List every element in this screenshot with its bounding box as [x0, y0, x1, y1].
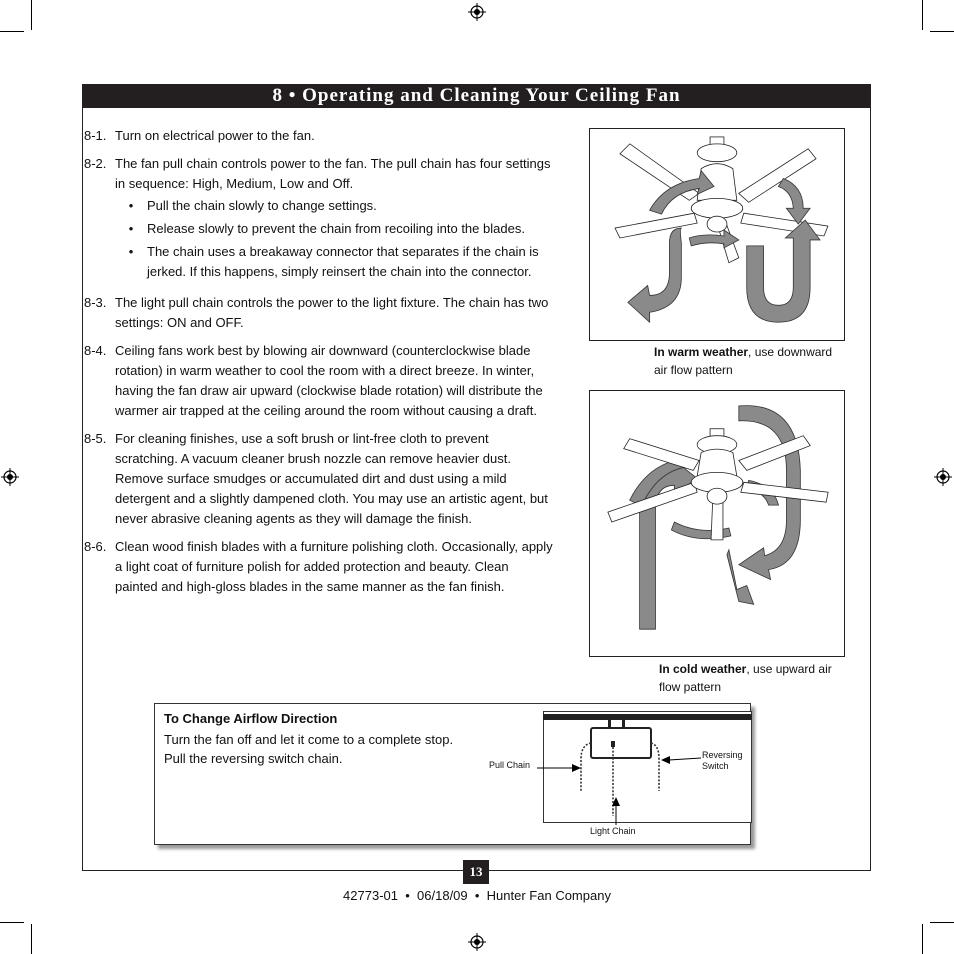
step-text: The fan pull chain controls power to the fan. The pull chain has four settings in sequence: High, Medium, Low and Off.	[115, 156, 551, 191]
footer	[0, 888, 954, 903]
fan-upward-airflow-illustration	[590, 391, 844, 656]
footer-date: 06/18/09	[417, 888, 468, 903]
crop-mark	[31, 924, 32, 954]
step-item	[84, 293, 554, 333]
step-item	[84, 429, 554, 529]
airflow-direction-box	[154, 703, 751, 845]
switch-label-line: Switch	[702, 761, 729, 771]
warm-weather-figure	[589, 128, 845, 341]
crop-mark	[922, 924, 923, 954]
list-item: • The chain uses a breakaway connector that separates if the chain is jerked. If this happens, simply reinsert the chain into the connector.	[115, 242, 554, 282]
list-item: • Release slowly to prevent the chain from recoiling into the blades.	[115, 219, 554, 239]
step-text: Turn on electrical power to the fan.	[115, 128, 315, 143]
registration-mark-icon	[468, 3, 486, 21]
step-item	[84, 154, 554, 285]
pull-chain-label: Pull Chain	[489, 760, 531, 770]
page-number: 13	[463, 860, 489, 884]
step-text: Clean wood finish blades with a furniture polishing cloth. Occasionally, apply a light coat of furniture polish for added protection and beauty. Clean painted and high-gloss blades in the same manner as the fan finish.	[115, 539, 553, 594]
bullet-text: The chain uses a breakaway connector that separates if the chain is jerked. If this happens, simply reinsert the chain into the connector.	[147, 244, 539, 279]
crop-mark	[922, 0, 923, 30]
footer-company: Hunter Fan Company	[486, 888, 611, 903]
bullet-text: Pull the chain slowly to change settings.	[147, 198, 377, 213]
step-text: Ceiling fans work best by blowing air downward (counterclockwise blade rotation) in warm weather to cool the room with a direct breeze. In winter, having the fan draw air upward (clockwise blade rotation) will distribute the warmer air trapped at the ceiling around the room without causing a draft.	[115, 343, 543, 418]
step-text: The light pull chain controls the power to the light fixture. The chain has two settings: ON and OFF.	[115, 295, 549, 330]
pointer-arrow-icon	[661, 753, 701, 767]
bullet-list	[115, 196, 554, 282]
airflow-line: Pull the reversing switch chain.	[164, 751, 343, 766]
registration-mark-icon	[468, 933, 486, 951]
light-chain-label: Light Chain	[590, 826, 636, 836]
list-item: • Pull the chain slowly to change settings.	[115, 196, 554, 216]
cold-weather-caption	[659, 660, 849, 696]
airflow-title: To Change Airflow Direction	[164, 711, 338, 726]
caption-text: , use upward air flow pattern	[659, 662, 832, 694]
step-number: 8-4.	[84, 343, 107, 358]
caption-text: , use downward air flow pattern	[654, 345, 833, 377]
step-item	[84, 126, 554, 146]
footer-separator: •	[474, 888, 480, 903]
crop-mark	[0, 922, 24, 923]
reversing-label-line: Reversing	[702, 750, 743, 760]
step-item	[84, 537, 554, 597]
caption-bold: In warm weather	[654, 345, 749, 359]
footer-part-number: 42773-01	[343, 888, 398, 903]
crop-mark	[930, 31, 954, 32]
step-number: 8-6.	[84, 539, 107, 554]
step-number: 8-5.	[84, 431, 107, 446]
crop-mark	[31, 0, 32, 30]
crop-mark	[0, 31, 24, 32]
airflow-line: Turn the fan off and let it come to a complete stop.	[164, 732, 454, 747]
registration-mark-icon	[1, 468, 19, 486]
pointer-arrow-icon	[610, 797, 622, 825]
crop-mark	[930, 922, 954, 923]
pointer-arrow-icon	[537, 761, 581, 775]
airflow-instructions	[164, 730, 453, 768]
registration-mark-icon	[934, 468, 952, 486]
cold-weather-figure	[589, 390, 845, 657]
step-number: 8-3.	[84, 295, 107, 310]
step-number: 8-2.	[84, 156, 107, 171]
step-item	[84, 341, 554, 421]
fan-downward-airflow-illustration	[590, 129, 844, 340]
step-number: 8-1.	[84, 128, 107, 143]
instruction-steps	[84, 126, 554, 605]
reversing-switch-label	[702, 750, 743, 772]
step-text: For cleaning finishes, use a soft brush or lint-free cloth to prevent scratching. A vacuum cleaner brush nozzle can remove heavier dust. Remove surface smudges or accumulated dirt and dust using a mild detergent and a slightly dampened cloth. You may use an artistic agent, but never abrasive cleaning agents as they will damage the finish.	[115, 431, 548, 526]
section-title: 8 • Operating and Cleaning Your Ceiling Fan	[82, 84, 871, 108]
footer-separator: •	[405, 888, 410, 903]
warm-weather-caption	[654, 343, 844, 379]
caption-bold: In cold weather	[659, 662, 747, 676]
bullet-text: Release slowly to prevent the chain from recoiling into the blades.	[147, 221, 525, 236]
